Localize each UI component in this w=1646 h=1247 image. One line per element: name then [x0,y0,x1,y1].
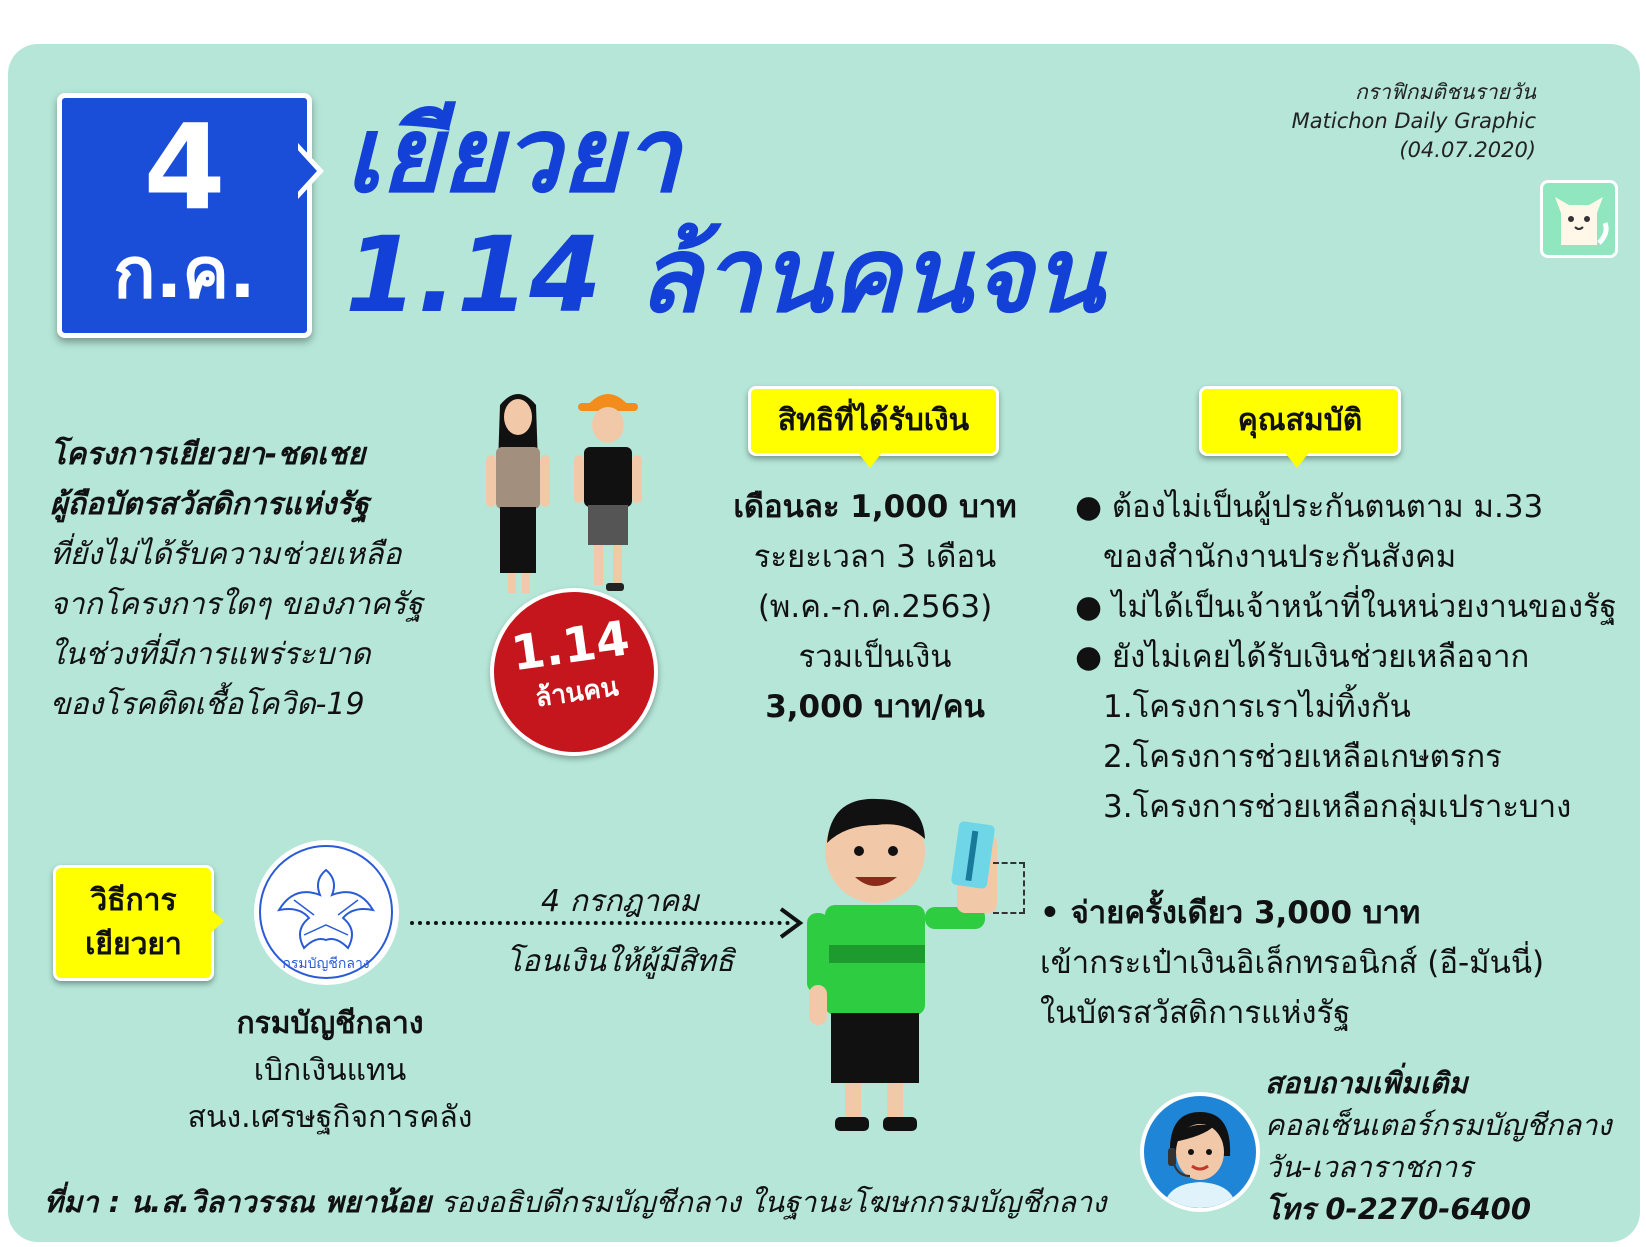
payment-info [1040,888,1640,1038]
comptroller-seal-icon [254,840,399,985]
qualification-item: 1.โครงการเราไม่ทิ้งกัน [1103,689,1411,725]
headline-line1: เยียวยา [345,94,681,216]
comptroller-department [165,1000,495,1141]
payment-line: ในบัตรสวัสดิการแห่งรัฐ [1040,995,1351,1031]
intro-line: โครงการเยียวยา-ชดเชย [50,437,366,472]
credit-english: Matichon Daily Graphic [1291,109,1536,133]
method-tag [53,865,214,981]
intro-line: ในช่วงที่มีการแพร่ระบาด [50,637,371,672]
intro-text [50,430,470,730]
qualification-item: 2.โครงการช่วยเหลือเกษตรกร [1103,739,1502,775]
stamp-unit: ล้านคน [533,672,621,714]
card-callout-line [993,862,1025,914]
transfer-desc: โอนเงินให้ผู้มีสิทธิ [505,944,735,979]
contact-line: คอลเซ็นเตอร์กรมบัญชีกลาง [1265,1108,1612,1142]
date-badge-pointer-fill [296,148,317,194]
contact-line: วัน-เวลาราชการ [1265,1150,1473,1184]
rights-line: (พ.ค.-ก.ค.2563) [757,589,993,625]
credit [1292,78,1536,165]
payment-line: • จ่ายครั้งเดียว 3,000 บาท [1040,895,1421,931]
rights-line: 3,000 บาท/คน [765,689,985,725]
seal-text: กรมบัญชีกลาง [282,956,370,972]
credit-date: (04.07.2020) [1399,138,1536,162]
transfer-arrow-line [410,921,790,925]
cat-logo-icon [1540,180,1618,258]
rights-details [690,482,1060,732]
stamp-number: 1.14 [507,610,633,683]
rights-line: ระยะเวลา 3 เดือน [753,539,997,575]
transfer-label [430,872,810,992]
dept-line: เบิกเงินแทน [253,1053,407,1088]
qualifications-tag-pointer [1283,450,1311,468]
dept-line: สนง.เศรษฐกิจการคลัง [187,1100,473,1135]
headline [345,95,1104,335]
qualification-item: ● ไม่ได้เป็นเจ้าหน้าที่ในหน่วยงานของรัฐ [1075,589,1617,625]
qualifications-tag: คุณสมบัติ [1199,386,1401,456]
rights-tag-pointer [856,450,884,468]
rights-tag: สิทธิที่ได้รับเงิน [748,386,999,456]
qualification-item: ● ต้องไม่เป็นผู้ประกันตนตาม ม.33 [1075,489,1544,525]
qualification-item: ของสำนักงานประกันสังคม [1103,539,1457,575]
intro-line: ผู้ถือบัตรสวัสดิการแห่งรัฐ [50,487,369,522]
intro-line: ของโรคติดเชื้อโควิด-19 [50,687,365,722]
payment-line: เข้ากระเป๋าเงินอิเล็กทรอนิกส์ (อี-มันนี่) [1040,945,1545,981]
qualifications-list [1075,482,1645,832]
contact-title: สอบถามเพิ่มเติม [1265,1066,1468,1100]
qualification-item: ● ยังไม่เคยได้รับเงินช่วยเหลือจาก [1075,639,1530,675]
transfer-date: 4 กรกฎาคม [541,884,699,919]
method-tag-pointer [206,905,224,937]
arrow-head-icon [778,906,804,940]
contact-phone: โทร 0-2270-6400 [1265,1192,1532,1226]
date-month: ก.ค. [113,232,256,314]
headline-line2: 1.14 ล้านคนจน [345,214,1104,336]
rights-line: เดือนละ 1,000 บาท [733,489,1017,525]
source-role: รองอธิบดีกรมบัญชีกลาง ในฐานะโฆษกกรมบัญชีกลาง [431,1185,1107,1219]
credit-thai: กราฟิกมติชนรายวัน [1355,80,1536,104]
intro-line: จากโครงการใดๆ ของภาครัฐ [50,587,423,622]
contact-info [1265,1062,1612,1230]
man-with-card-illustration [805,795,1025,1140]
intro-line: ที่ยังไม่ได้รับความช่วยเหลือ [50,537,402,572]
method-tag-label: วิธีการ เยียวยา [85,883,182,962]
qualification-item: 3.โครงการช่วยเหลือกลุ่มเปราะบาง [1103,789,1572,825]
call-center-operator-icon [1140,1092,1260,1212]
rights-line: รวมเป็นเงิน [798,639,952,675]
source-credit [44,1180,1106,1224]
dept-name: กรมบัญชีกลาง [236,1006,424,1041]
date-day: 4 [143,98,226,236]
date-badge [57,93,312,338]
source-label: ที่มา : น.ส.วิลาวรรณ พยาน้อย [44,1185,432,1219]
